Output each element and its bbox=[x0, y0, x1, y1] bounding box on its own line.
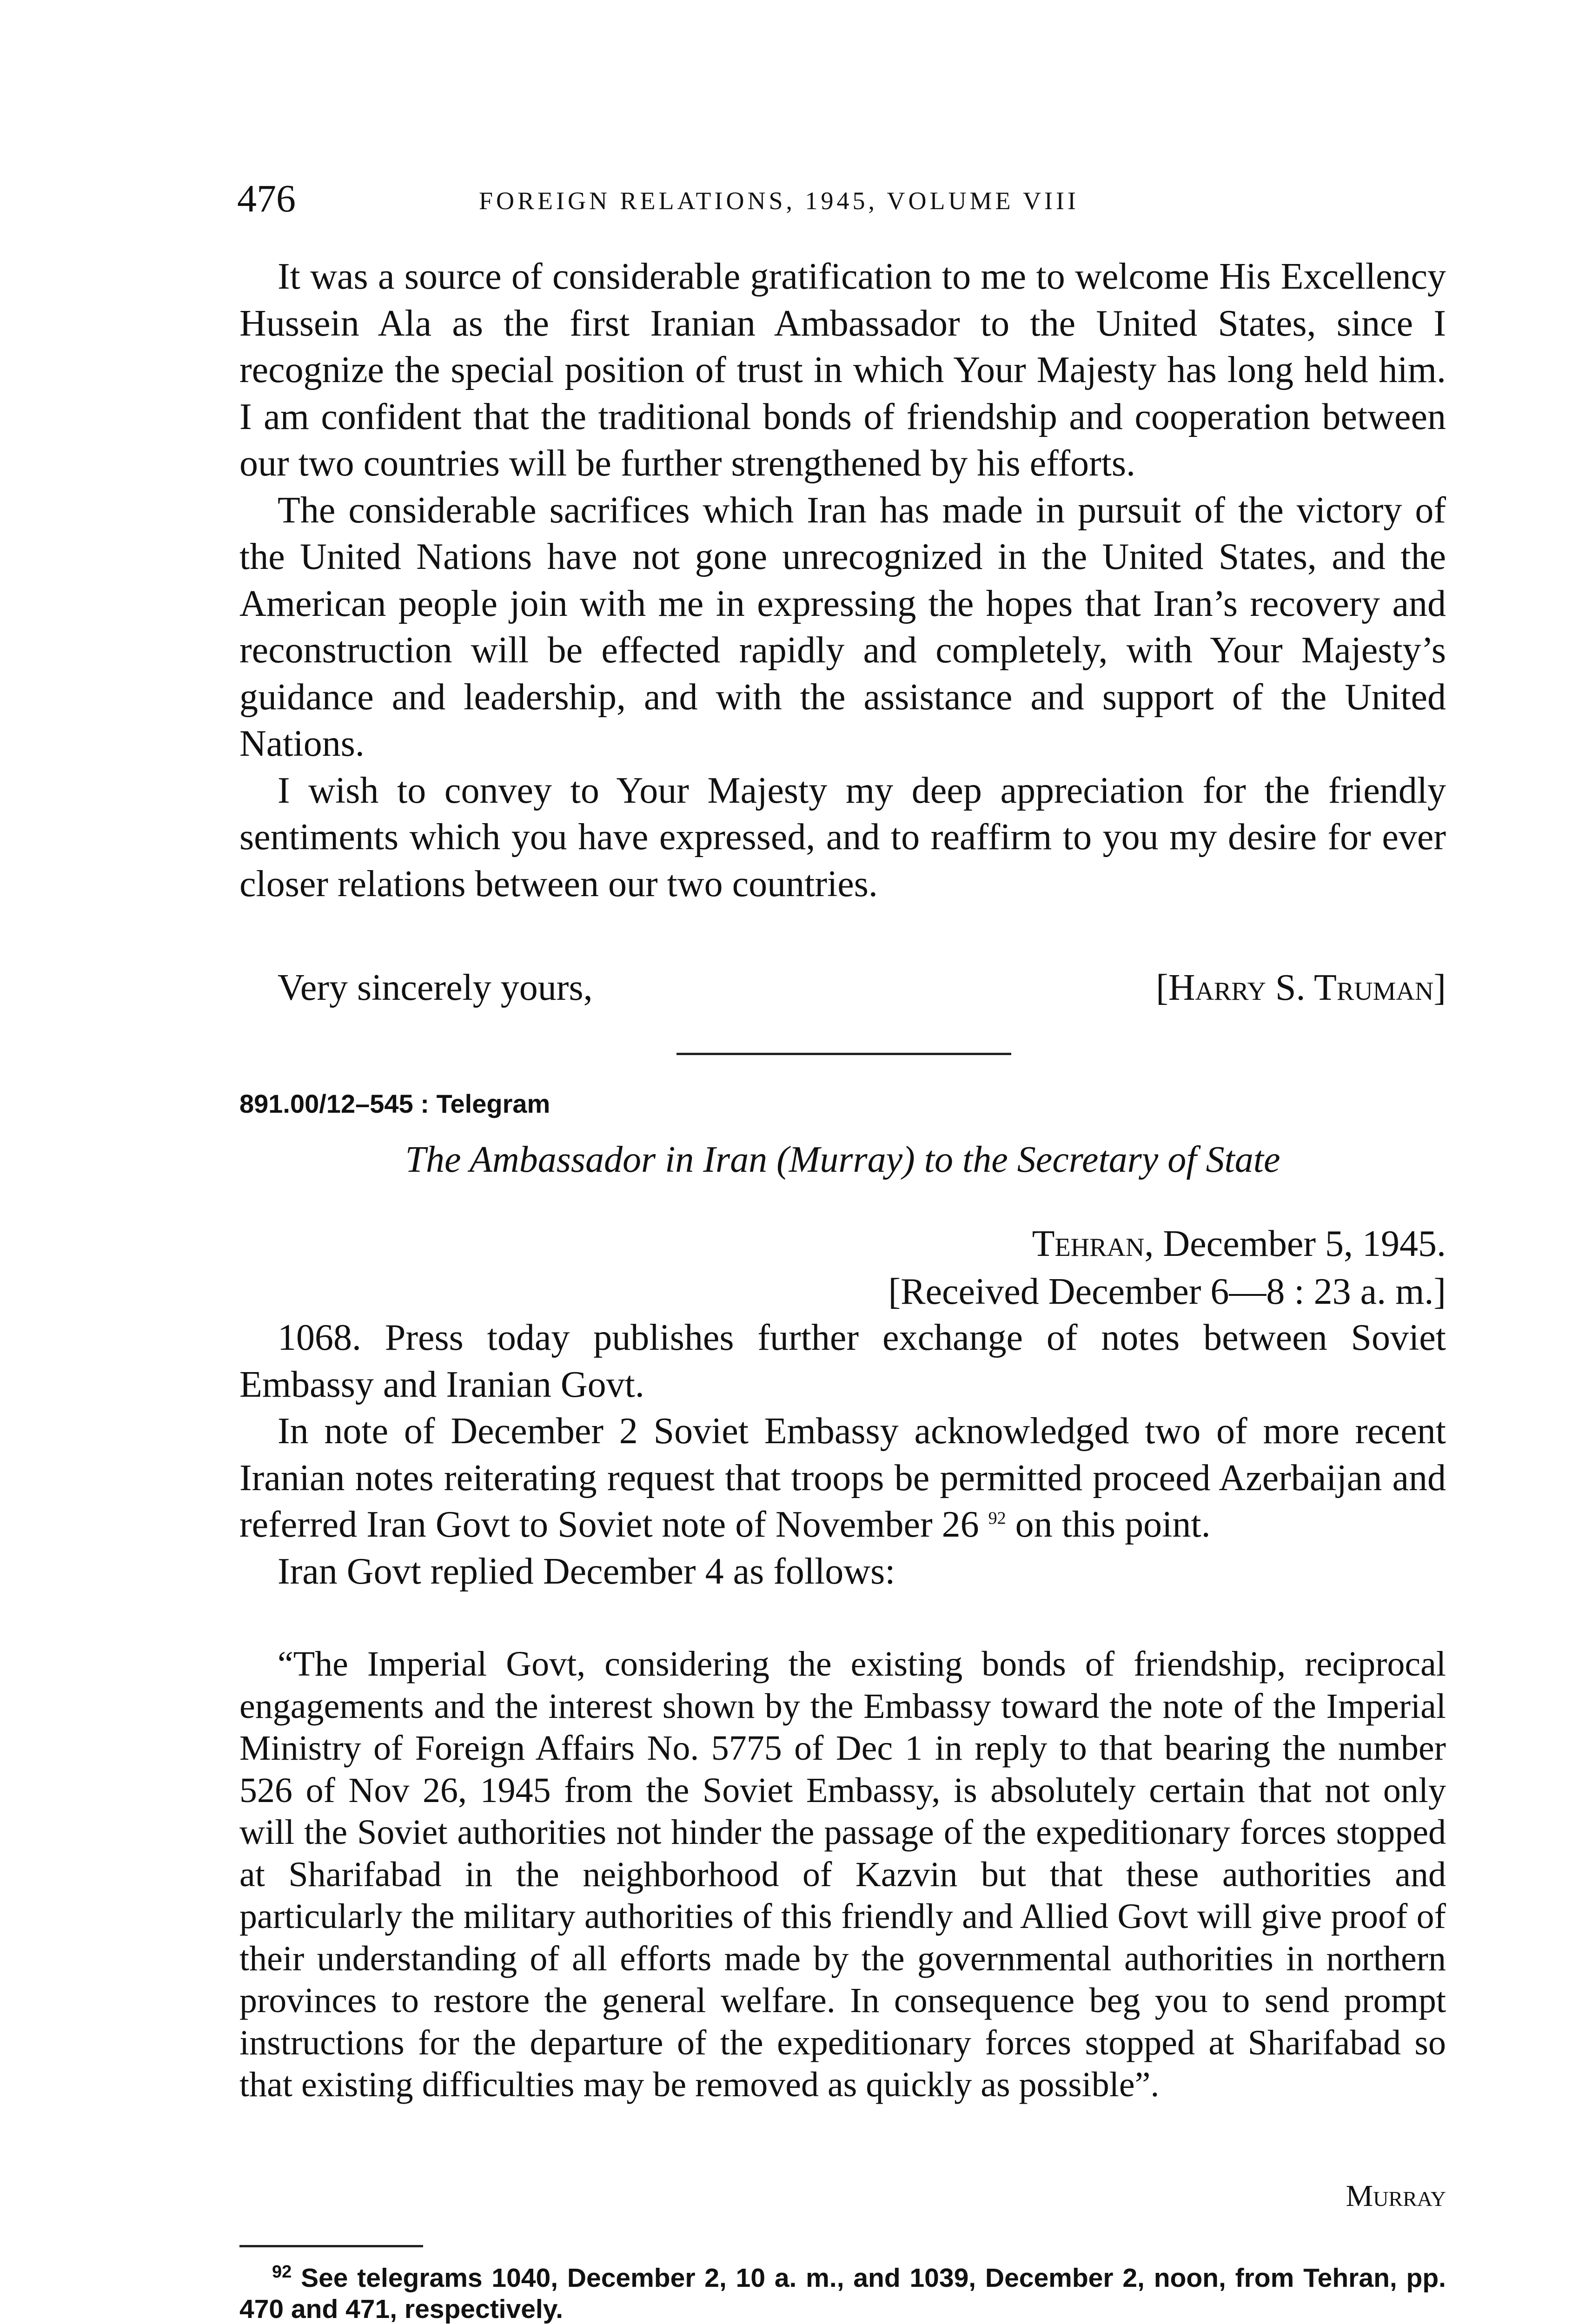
letter-body bbox=[239, 253, 1446, 907]
letter-paragraph: I wish to convey to Your Majesty my deep appreciation for the friendly sentiments which you have expressed, and to reaffirm to you my desire for ever closer relations between our two countries. bbox=[239, 770, 1446, 905]
footnote bbox=[239, 2263, 1446, 2324]
telegram-paragraph bbox=[239, 1408, 1446, 1548]
sender-signature: Murray bbox=[1346, 2179, 1446, 2213]
file-reference: 891.00/12–545 : Telegram bbox=[239, 1089, 550, 1118]
section-divider bbox=[676, 1053, 1011, 1055]
quoted-note bbox=[239, 1643, 1446, 2106]
telegram-body bbox=[239, 1314, 1446, 1595]
date: , December 5, 1945. bbox=[1144, 1223, 1446, 1264]
received-line: [Received December 6—8 : 23 a. m.] bbox=[888, 1271, 1446, 1312]
page-header bbox=[237, 176, 1455, 227]
footnote-divider bbox=[239, 2245, 423, 2247]
place-name: Tehran bbox=[1032, 1223, 1145, 1264]
footnote-marker[interactable]: 92 bbox=[988, 1508, 1006, 1528]
footnote-text-line bbox=[239, 2263, 1446, 2324]
dateline bbox=[888, 1220, 1446, 1316]
letter-paragraph: The considerable sacrifices which Iran has made in pursuit of the victory of the United Nations have not gone unrecognized in the United States, and the American people join with me in expressing the hopes that Iran’s recovery and reconstruction will be effected rapidly and completely, with Your Majesty’s guidance and leadership, and with the assistance and support of the United Nations. bbox=[239, 489, 1446, 764]
quote-text: “The Imperial Govt, considering the existing bonds of friendship, reciprocal engagements and the interest shown by the Embassy toward the note of the Imperial Ministry of Foreign Affairs No. 5775 of Dec 1 in reply to that bearing the number 526 of Nov 26, 1945 from the Soviet Embassy, is absolutely certain that not only will the Soviet authorities not hinder the passage of the expeditionary forces stopped at Sharifabad in the neighborhood of Kazvin but that these authorities and particularly the military authorities of this friendly and Allied Govt will give proof of their understanding of all efforts made by the governmental authorities in northern provinces to restore the general welfare. In consequence beg you to send prompt instructions for the departure of the expeditionary forces stopped at Sharifabad so that existing difficulties may be removed as quickly as possible”. bbox=[239, 1644, 1446, 2104]
footnote-number: 92 bbox=[272, 2262, 292, 2282]
date-place-line bbox=[888, 1220, 1446, 1268]
telegram-paragraph: Iran Govt replied December 4 as follows: bbox=[278, 1551, 895, 1592]
footnote-text: See telegrams 1040, December 2, 10 a. m., and 1039, December 2, noon, from Tehran, pp. 470 and 471, respectively. bbox=[239, 2263, 1446, 2324]
telegram-paragraph-tail: on this point. bbox=[1006, 1504, 1211, 1545]
letter-paragraph: It was a source of considerable gratification to me to welcome His Excellency Hussein Ala as the first Iranian Ambassador to the United States, since I recognize the special position of trust in which Your Majesty has long held him. I am confident that the traditional bonds of friendship and cooperation between our two countries will be further strengthened by his efforts. bbox=[239, 256, 1446, 484]
telegram-paragraph-text: In note of December 2 Soviet Embassy acknowledged two of more recent Iranian notes reiterating request that troops be permitted proceed Azerbaijan and referred Iran Govt to Soviet note of November 26 bbox=[239, 1411, 1446, 1545]
telegram-paragraph: 1068. Press today publishes further exchange of notes between Soviet Embassy and Iranian Govt. bbox=[239, 1317, 1446, 1405]
document-title: The Ambassador in Iran (Murray) to the Secretary of State bbox=[405, 1139, 1280, 1180]
page-number: 476 bbox=[237, 177, 296, 220]
complimentary-close: Very sincerely yours, bbox=[278, 967, 593, 1008]
running-head: FOREIGN RELATIONS, 1945, VOLUME VIII bbox=[479, 187, 1079, 215]
signature: [Harry S. Truman] bbox=[1156, 967, 1446, 1008]
